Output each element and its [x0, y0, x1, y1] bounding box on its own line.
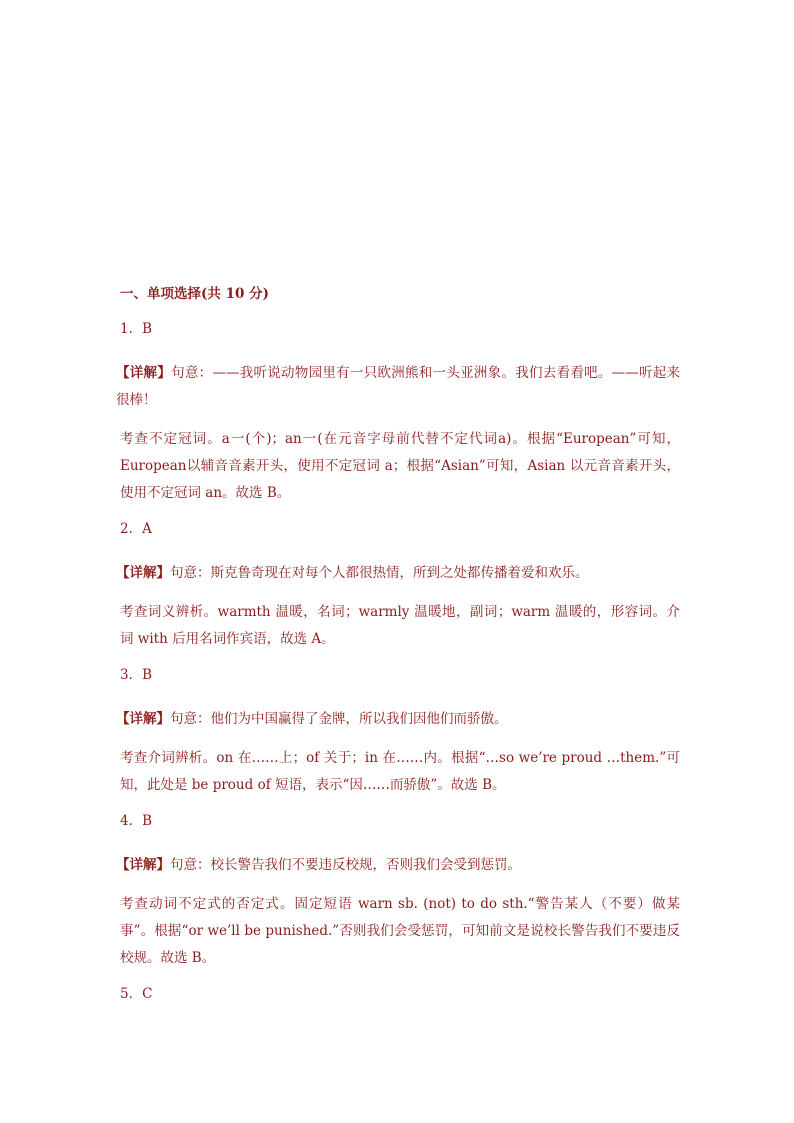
- question-number: 5．C: [120, 986, 153, 1002]
- explanation-paragraph: 考查动词不定式的否定式。固定短语 warn sb. (not) to do sth.“警告某人（不要）做某事”。根据“or we’ll be punished.”否则我们会受惩罚，可知前文是说校长警告我们不要违反校规。故选 B。: [120, 896, 680, 966]
- explanation-paragraph: 考查不定冠词。a一(个)；an一(在元音字母前代替不定代词a)。根据“European”可知，European以辅音音素开头，使用不定冠词 a；根据“Asian”可知，Asian 以元音音素开头，使用不定冠词 an。故选 B。: [120, 431, 680, 501]
- question-number: 1．B: [120, 321, 153, 337]
- detail-paragraph: [116, 560, 680, 587]
- detail-paragraph: [116, 360, 680, 414]
- explanation-paragraph: 考查介词辨析。on 在……上；of 关于；in 在……内。根据“…so we’re proud …them.”可知，此处是 be proud of 短语，表示“因……而骄傲”。故选 B。: [120, 750, 680, 793]
- detail-paragraph: [116, 852, 680, 879]
- detail-text: 句意：他们为中国赢得了金牌，所以我们因他们而骄傲。: [170, 711, 508, 727]
- detail-tag: 【详解】: [116, 857, 170, 873]
- detail-text: 句意：校长警告我们不要违反校规，否则我们会受到惩罚。: [170, 857, 521, 873]
- question-number: 3．B: [120, 667, 153, 683]
- section-title: 一、单项选择(共 10 分): [120, 286, 269, 302]
- question-number: 4．B: [120, 813, 153, 829]
- question-number: 2．A: [120, 521, 152, 537]
- detail-text: 句意：——我听说动物园里有一只欧洲熊和一头亚洲象。我们去看看吧。——听起来很棒！: [116, 365, 681, 408]
- answer-document: [116, 284, 681, 1025]
- detail-text: 句意：斯克鲁奇现在对每个人都很热情，所到之处都传播着爱和欢乐。: [170, 565, 589, 581]
- detail-tag: 【详解】: [116, 565, 170, 581]
- detail-tag: 【详解】: [116, 365, 172, 381]
- explanation-paragraph: 考查词义辨析。warmth 温暖，名词；warmly 温暖地，副词；warm 温暖的，形容词。介词 with 后用名词作宾语，故选 A。: [120, 604, 680, 647]
- detail-tag: 【详解】: [116, 711, 170, 727]
- detail-paragraph: [116, 706, 680, 733]
